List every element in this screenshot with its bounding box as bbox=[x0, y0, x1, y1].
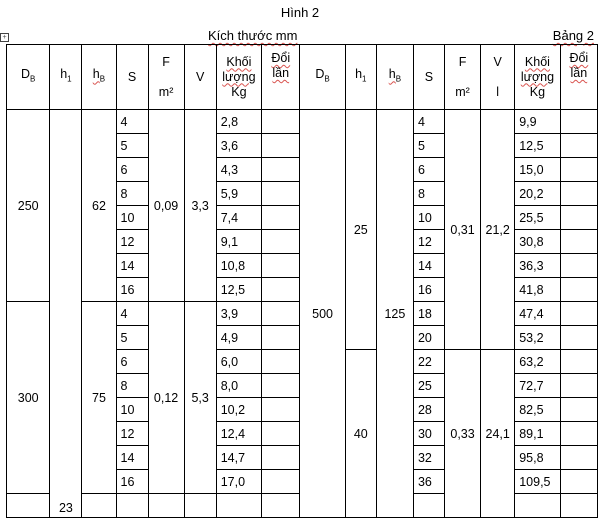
conv-cell-right bbox=[560, 374, 597, 398]
mass-cell-right: 15,0 bbox=[515, 158, 560, 182]
f-cell-right: 0,33 bbox=[444, 350, 480, 518]
conv-cell-right bbox=[560, 446, 597, 470]
header-s-left: S bbox=[116, 45, 148, 110]
s-cell: 8 bbox=[116, 182, 148, 206]
s-cell-right bbox=[413, 494, 444, 518]
header-mass-right: Khối lượng Kg bbox=[515, 45, 560, 110]
header-h1-right: $h_1$ bbox=[345, 45, 376, 110]
mass-cell: 10,2 bbox=[216, 398, 261, 422]
v-cell: 5,3 bbox=[184, 302, 216, 494]
hb-cell: 62 bbox=[82, 110, 116, 302]
header-mass-left: Khối lượng Kg bbox=[216, 45, 261, 110]
mass-cell-right: 53,2 bbox=[515, 326, 560, 350]
s-cell-right: 32 bbox=[413, 446, 444, 470]
conv-cell bbox=[262, 398, 300, 422]
mass-cell-right: 12,5 bbox=[515, 134, 560, 158]
mass-cell: 3,9 bbox=[216, 302, 261, 326]
s-cell: 4 bbox=[116, 110, 148, 134]
conv-cell bbox=[262, 278, 300, 302]
s-cell-right: 25 bbox=[413, 374, 444, 398]
mass-cell-right: 89,1 bbox=[515, 422, 560, 446]
v-cell-right: 21,2 bbox=[481, 110, 515, 350]
dimensions-table bbox=[6, 44, 598, 518]
f-cell-right: 0,31 bbox=[444, 110, 480, 350]
mass-cell: 10,8 bbox=[216, 254, 261, 278]
conv-cell bbox=[262, 446, 300, 470]
conv-cell-right bbox=[560, 350, 597, 374]
mass-cell: 3,6 bbox=[216, 134, 261, 158]
conv-cell bbox=[262, 158, 300, 182]
conv-cell bbox=[262, 470, 300, 494]
header-v-right: V l bbox=[481, 45, 515, 110]
caption-text: Kích thước mm bbox=[208, 28, 298, 43]
hb-cell: 75 bbox=[82, 302, 116, 494]
db-cell: 300 bbox=[7, 302, 50, 494]
conv-cell-right bbox=[560, 254, 597, 278]
s-cell: 6 bbox=[116, 350, 148, 374]
v-cell bbox=[184, 494, 216, 518]
s-cell bbox=[116, 494, 148, 518]
mass-cell: 2,8 bbox=[216, 110, 261, 134]
conv-cell bbox=[262, 206, 300, 230]
header-hb-left: $h_B$ bbox=[82, 45, 116, 110]
s-cell: 8 bbox=[116, 374, 148, 398]
mass-cell: 7,4 bbox=[216, 206, 261, 230]
s-cell-right: 22 bbox=[413, 350, 444, 374]
s-cell: 12 bbox=[116, 422, 148, 446]
h1-cell: 23 bbox=[50, 110, 82, 518]
conv-cell-right bbox=[560, 134, 597, 158]
mass-cell: 14,7 bbox=[216, 446, 261, 470]
mass-cell-right: 95,8 bbox=[515, 446, 560, 470]
conv-cell bbox=[262, 134, 300, 158]
header-db-right: $D_B$ bbox=[300, 45, 345, 110]
mass-cell: 12,5 bbox=[216, 278, 261, 302]
db-cell: 250 bbox=[7, 110, 50, 302]
s-cell-right: 20 bbox=[413, 326, 444, 350]
v-cell-right: 24,1 bbox=[481, 350, 515, 518]
conv-cell-right bbox=[560, 398, 597, 422]
s-cell-right: 5 bbox=[413, 134, 444, 158]
mass-cell-right: 25,5 bbox=[515, 206, 560, 230]
conv-cell bbox=[262, 254, 300, 278]
s-cell-right: 6 bbox=[413, 158, 444, 182]
s-cell: 16 bbox=[116, 470, 148, 494]
conv-cell bbox=[262, 350, 300, 374]
v-cell: 3,3 bbox=[184, 110, 216, 302]
db-cell-right: 500 bbox=[300, 110, 345, 518]
mass-cell: 4,9 bbox=[216, 326, 261, 350]
s-cell: 6 bbox=[116, 158, 148, 182]
conv-cell bbox=[262, 110, 300, 134]
conv-cell-right bbox=[560, 230, 597, 254]
f-cell: 0,12 bbox=[148, 302, 184, 494]
db-cell bbox=[7, 494, 50, 518]
conv-cell-right bbox=[560, 206, 597, 230]
mass-cell bbox=[216, 494, 261, 518]
s-cell-right: 28 bbox=[413, 398, 444, 422]
mass-cell-right bbox=[515, 494, 560, 518]
conv-cell-right bbox=[560, 110, 597, 134]
s-cell: 14 bbox=[116, 446, 148, 470]
mass-cell: 17,0 bbox=[216, 470, 261, 494]
s-cell-right: 14 bbox=[413, 254, 444, 278]
s-cell-right: 16 bbox=[413, 278, 444, 302]
header-conv-left: Đổi lần bbox=[262, 45, 300, 110]
header-s-right: S bbox=[413, 45, 444, 110]
mass-cell: 12,4 bbox=[216, 422, 261, 446]
conv-cell-right bbox=[560, 326, 597, 350]
s-cell: 10 bbox=[116, 398, 148, 422]
s-cell: 16 bbox=[116, 278, 148, 302]
mass-cell-right: 72,7 bbox=[515, 374, 560, 398]
mass-cell: 6,0 bbox=[216, 350, 261, 374]
mass-cell-right: 82,5 bbox=[515, 398, 560, 422]
s-cell-right: 36 bbox=[413, 470, 444, 494]
header-h1-left: $h_1$ bbox=[50, 45, 82, 110]
figure-title: Hình 2 bbox=[280, 5, 320, 20]
mass-cell: 5,9 bbox=[216, 182, 261, 206]
header-db-left: $D_B$ bbox=[7, 45, 50, 110]
conv-cell-right bbox=[560, 494, 597, 518]
table-body bbox=[7, 110, 598, 518]
s-cell-right: 4 bbox=[413, 110, 444, 134]
mass-cell-right: 30,8 bbox=[515, 230, 560, 254]
hb-cell bbox=[82, 494, 116, 518]
conv-cell bbox=[262, 302, 300, 326]
header-row bbox=[7, 45, 598, 110]
conv-cell-right bbox=[560, 182, 597, 206]
hb-cell-right: 125 bbox=[376, 110, 413, 518]
s-cell-right: 10 bbox=[413, 206, 444, 230]
s-cell-right: 30 bbox=[413, 422, 444, 446]
header-hb-right: $h_B$ bbox=[376, 45, 413, 110]
table-label bbox=[553, 28, 594, 43]
conv-cell bbox=[262, 494, 300, 518]
conv-cell-right bbox=[560, 422, 597, 446]
s-cell: 5 bbox=[116, 134, 148, 158]
table-label-text: Bảng 2 bbox=[552, 28, 594, 43]
mass-cell-right: 41,8 bbox=[515, 278, 560, 302]
mass-cell: 8,0 bbox=[216, 374, 261, 398]
mass-cell-right: 20,2 bbox=[515, 182, 560, 206]
conv-cell-right bbox=[560, 278, 597, 302]
header-v-left: V bbox=[184, 45, 216, 110]
table-caption bbox=[208, 28, 297, 43]
h1-cell-right: 40 bbox=[345, 350, 376, 518]
header-f-left: F m² bbox=[148, 45, 184, 110]
conv-cell-right bbox=[560, 302, 597, 326]
table-move-handle-icon[interactable]: + bbox=[0, 33, 9, 42]
conv-cell bbox=[262, 422, 300, 446]
s-cell: 5 bbox=[116, 326, 148, 350]
s-cell: 4 bbox=[116, 302, 148, 326]
table-row bbox=[7, 110, 598, 134]
conv-cell bbox=[262, 326, 300, 350]
mass-cell-right: 109,5 bbox=[515, 470, 560, 494]
header-f-right: F m² bbox=[444, 45, 480, 110]
conv-cell bbox=[262, 182, 300, 206]
s-cell-right: 18 bbox=[413, 302, 444, 326]
f-cell bbox=[148, 494, 184, 518]
f-cell: 0,09 bbox=[148, 110, 184, 302]
header-conv-right: Đổi lần bbox=[560, 45, 597, 110]
s-cell: 12 bbox=[116, 230, 148, 254]
mass-cell-right: 36,3 bbox=[515, 254, 560, 278]
conv-cell bbox=[262, 230, 300, 254]
mass-cell: 9,1 bbox=[216, 230, 261, 254]
s-cell: 14 bbox=[116, 254, 148, 278]
conv-cell-right bbox=[560, 470, 597, 494]
s-cell-right: 12 bbox=[413, 230, 444, 254]
s-cell-right: 8 bbox=[413, 182, 444, 206]
conv-cell bbox=[262, 374, 300, 398]
mass-cell-right: 47,4 bbox=[515, 302, 560, 326]
mass-cell: 4,3 bbox=[216, 158, 261, 182]
conv-cell-right bbox=[560, 158, 597, 182]
s-cell: 10 bbox=[116, 206, 148, 230]
h1-cell-right: 25 bbox=[345, 110, 376, 350]
mass-cell-right: 9,9 bbox=[515, 110, 560, 134]
mass-cell-right: 63,2 bbox=[515, 350, 560, 374]
